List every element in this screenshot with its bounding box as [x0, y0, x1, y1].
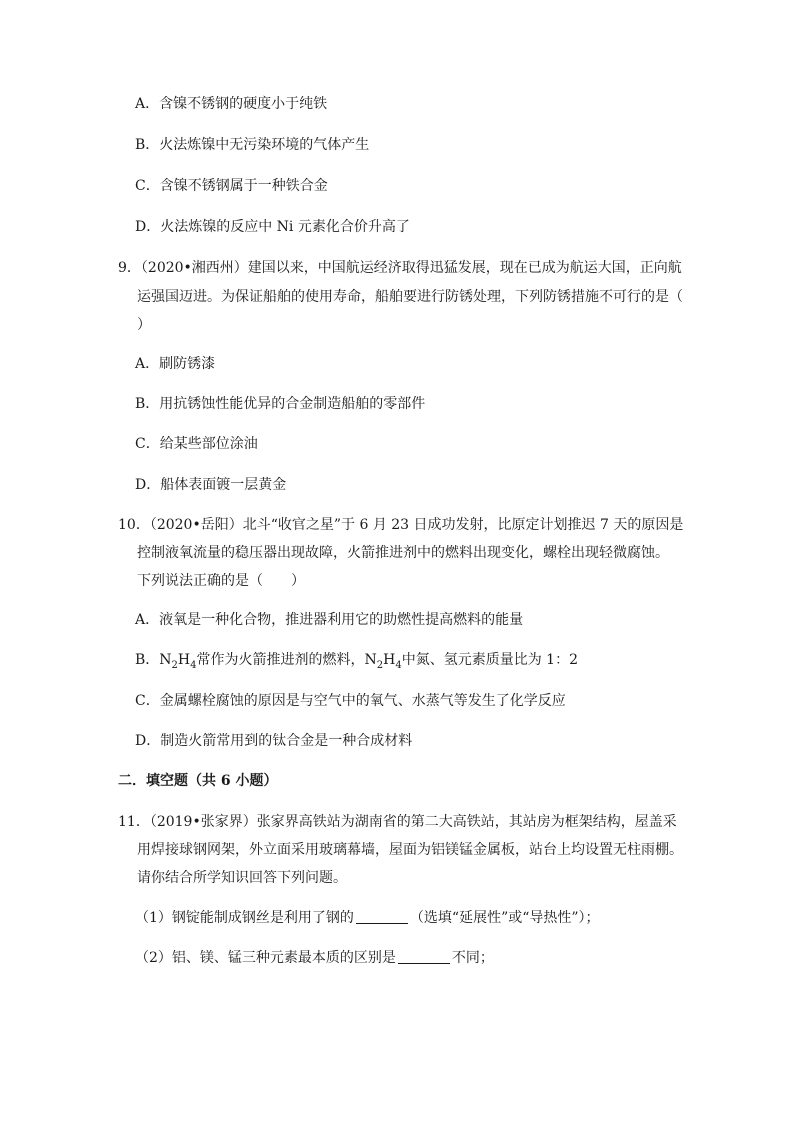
q10-option-b-sub2: 4: [190, 659, 197, 671]
q8-option-b: B．火法炼镍中无污染环境的气体产生: [135, 137, 370, 153]
q11-stem-line-3: 请你结合所学知识回答下列问题。: [137, 870, 347, 886]
q11-sub2-text-before: （2）铝、镁、锰三种元素最本质的区别是: [135, 950, 396, 966]
q10-option-b-suffix: 中氮、氢元素质量比为 1：2: [401, 652, 578, 668]
q11-sub1-text-after: （选填“延展性”或“导热性”）；: [409, 910, 600, 926]
q10-option-b: [135, 650, 578, 676]
q11-subquestion-2: [135, 948, 494, 968]
q8-option-d: D．火法炼镍的反应中 Ni 元素化合价升高了: [135, 219, 410, 235]
q11-sub2-text-after: 不同；: [451, 950, 494, 966]
q9-option-b: B．用抗锈蚀性能优异的合金制造船舶的零部件: [135, 396, 426, 412]
q10-option-a: A．液氧是一种化合物，推进器利用它的助燃性提高燃料的能量: [135, 612, 524, 628]
q10-stem-line-3: 下列说法正确的是（ ）: [137, 573, 305, 589]
q10-option-b-mid3: H: [383, 652, 396, 668]
q8-option-c: C．含镍不锈钢属于一种铁合金: [135, 178, 328, 194]
q10-option-d: D．制造火箭常用到的钛合金是一种合成材料: [135, 733, 413, 749]
q10-option-c: C．金属螺栓腐蚀的原因是与空气中的氧气、水蒸气等发生了化学反应: [135, 693, 566, 709]
section-heading: 二．填空题（共 6 小题）: [118, 773, 278, 789]
q11-stem-line-2: 用焊接球钢网架，外立面采用玻璃幕墙，屋面为铝镁锰金属板，站台上均设置无柱雨棚。: [137, 842, 683, 858]
q10-option-b-prefix: B．N: [135, 652, 172, 668]
q9-option-a: A．刷防锈漆: [135, 356, 216, 372]
q9-option-c: C．给某些部位涂油: [135, 436, 258, 452]
q11-subquestion-1: [135, 908, 600, 928]
q10-option-b-sub1: 2: [171, 659, 178, 671]
answer-blank[interactable]: [398, 949, 450, 964]
q9-stem-line-2: 运强国迈进。为保证船舶的使用寿命，船舶要进行防锈处理，下列防锈措施不可行的是（: [137, 289, 683, 305]
q10-option-b-mid2: 常作为火箭推进剂的燃料，N: [196, 652, 377, 668]
q10-option-b-mid1: H: [177, 652, 191, 668]
q10-option-b-sub4: 4: [395, 659, 402, 671]
q9-option-d: D．船体表面镀一层黄金: [135, 477, 287, 493]
q10-stem-line-1: 10．（2020•岳阳）北斗“收官之星”于 6 月 23 日成功发射，比原定计划推迟 7 天的原因是: [118, 517, 684, 533]
q9-stem-line-3: ）: [137, 317, 151, 333]
q10-stem-line-2: 控制液氧流量的稳压器出现故障，火箭推进剂中的燃料出现变化，螺栓出现轻微腐蚀。: [137, 545, 669, 561]
answer-blank[interactable]: [356, 909, 408, 924]
q9-stem-line-1: 9．（2020•湘西州）建国以来，中国航运经济取得迅猛发展，现在已成为航运大国，正向航: [118, 260, 682, 276]
q11-stem-line-1: 11．（2019•张家界）张家界高铁站为湖南省的第二大高铁站，其站房为框架结构，屋盖采: [118, 814, 677, 830]
q11-sub1-text-before: （1）钢锭能制成钢丝是利用了钢的: [135, 910, 354, 926]
q10-option-b-sub3: 2: [376, 659, 384, 671]
q8-option-a: A．含镍不锈钢的硬度小于纯铁: [135, 96, 328, 112]
